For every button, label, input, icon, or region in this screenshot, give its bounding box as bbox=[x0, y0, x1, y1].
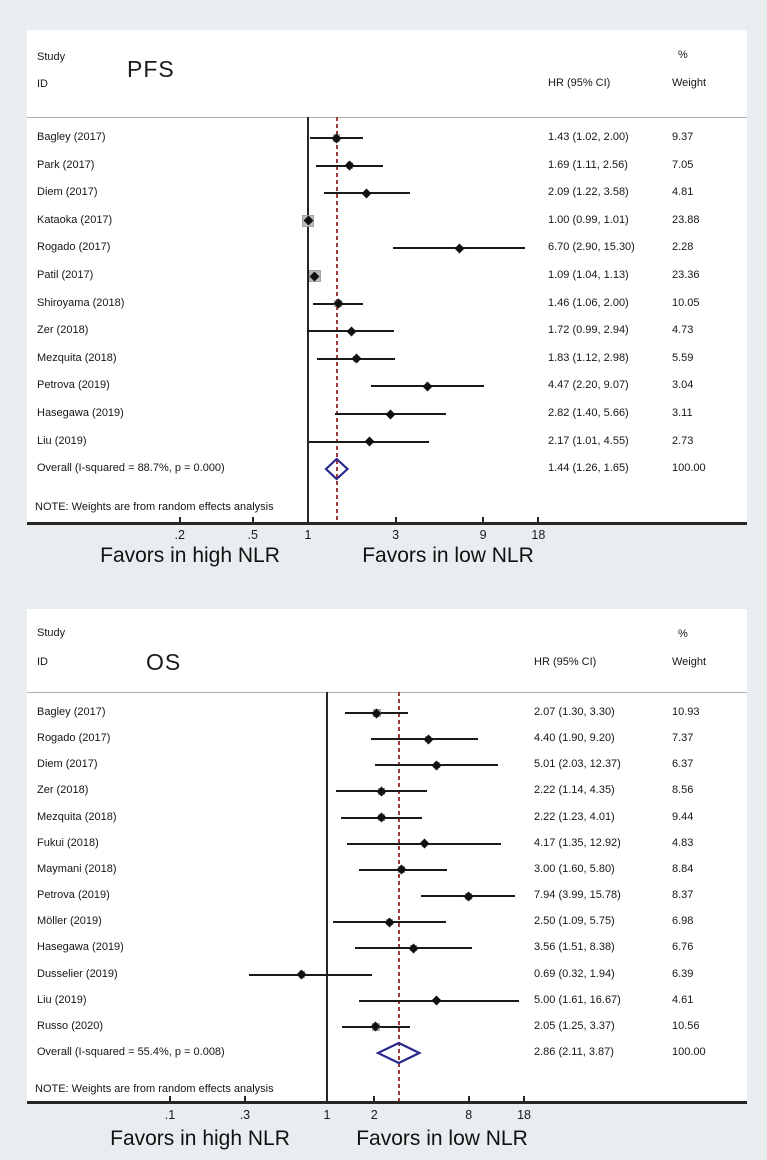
weight-value: 8.37 bbox=[672, 889, 694, 902]
x-axis-tick bbox=[179, 517, 181, 525]
x-axis-tick-label: 8 bbox=[465, 1108, 473, 1122]
hr-ci-value: 2.07 (1.30, 3.30) bbox=[534, 706, 615, 718]
hr-ci-value: 2.05 (1.25, 3.37) bbox=[534, 1019, 615, 1032]
study-label: Bagley (2017) bbox=[37, 706, 106, 718]
os-forest-panel bbox=[27, 609, 747, 1104]
hr-ci-value: 1.83 (1.12, 2.98) bbox=[548, 351, 629, 364]
study-label: Diem (2017) bbox=[37, 758, 98, 771]
x-axis-tick-label: .5 bbox=[247, 528, 258, 542]
point-estimate-marker bbox=[386, 409, 396, 419]
column-header-weight: Weight bbox=[672, 656, 707, 668]
x-axis-tick-label: 18 bbox=[517, 1108, 532, 1122]
weight-value: 4.73 bbox=[672, 324, 694, 337]
weight-value: 7.37 bbox=[672, 732, 694, 745]
x-axis-tick bbox=[373, 1096, 375, 1104]
overall-hr-ci-value: 2.86 (2.11, 3.87) bbox=[534, 1045, 614, 1058]
point-estimate-marker bbox=[432, 760, 442, 770]
study-label: Mezquita (2018) bbox=[37, 351, 117, 364]
weight-value: 10.05 bbox=[672, 296, 700, 309]
random-effects-note: NOTE: Weights are from random effects analysis bbox=[35, 1083, 274, 1095]
overall-weight-value: 100.00 bbox=[672, 1045, 706, 1058]
overall-diamond bbox=[375, 1040, 422, 1066]
weight-value: 23.88 bbox=[672, 213, 700, 226]
x-axis-tick bbox=[468, 1096, 470, 1104]
weight-value: 8.84 bbox=[672, 862, 694, 875]
weight-value: 4.81 bbox=[672, 186, 694, 199]
hr-ci-value: 2.09 (1.22, 3.58) bbox=[548, 186, 629, 199]
hr-ci-value: 1.72 (0.99, 2.94) bbox=[548, 324, 629, 337]
x-axis-tick bbox=[244, 1096, 246, 1104]
point-estimate-marker bbox=[365, 437, 375, 447]
study-label: Zer (2018) bbox=[37, 784, 89, 797]
x-axis-tick-label: .1 bbox=[164, 1108, 176, 1122]
weight-value: 23.36 bbox=[672, 269, 700, 281]
x-axis-tick bbox=[482, 517, 484, 525]
weight-value: 7.05 bbox=[672, 158, 694, 171]
overall-weight-value: 100.00 bbox=[672, 462, 706, 475]
study-label: Russo (2020) bbox=[37, 1019, 104, 1032]
null-effect-line bbox=[326, 692, 328, 1101]
study-label: Möller (2019) bbox=[37, 915, 102, 928]
study-label: Liu (2019) bbox=[37, 434, 87, 447]
weight-value: 3.04 bbox=[672, 379, 694, 392]
study-label: Park (2017) bbox=[37, 158, 95, 171]
favors-right-label: Favors in low NLR bbox=[362, 544, 534, 567]
x-axis-tick-label: .2 bbox=[174, 528, 185, 542]
study-label: Mezquita (2018) bbox=[37, 810, 117, 823]
column-header-study: Study bbox=[37, 51, 66, 63]
overall-label: Overall (I-squared = 88.7%, p = 0.000) bbox=[37, 462, 225, 475]
hr-ci-value: 0.69 (0.32, 1.94) bbox=[534, 967, 615, 980]
study-label: Petrova (2019) bbox=[37, 889, 110, 902]
hr-ci-value: 1.43 (1.02, 2.00) bbox=[548, 131, 629, 143]
x-axis-tick bbox=[395, 517, 397, 525]
study-label: Rogado (2017) bbox=[37, 732, 111, 745]
column-header-study: Study bbox=[37, 627, 66, 639]
overall-label: Overall (I-squared = 55.4%, p = 0.008) bbox=[37, 1045, 225, 1058]
study-label: Shiroyama (2018) bbox=[37, 296, 125, 309]
weight-value: 9.37 bbox=[672, 131, 694, 143]
x-axis-tick-label: 9 bbox=[479, 528, 487, 542]
weight-value: 2.73 bbox=[672, 434, 694, 447]
x-axis-tick-label: 1 bbox=[304, 528, 312, 542]
study-label: Diem (2017) bbox=[37, 186, 98, 199]
weight-value: 4.83 bbox=[672, 836, 694, 849]
null-effect-line bbox=[307, 117, 309, 522]
hr-ci-value: 7.94 (3.99, 15.78) bbox=[534, 889, 621, 902]
weight-value: 3.11 bbox=[672, 407, 693, 419]
study-label: Kataoka (2017) bbox=[37, 213, 113, 226]
column-header-pct: % bbox=[678, 628, 688, 640]
column-header-id: ID bbox=[37, 78, 48, 90]
hr-ci-value: 4.17 (1.35, 12.92) bbox=[534, 836, 621, 849]
hr-ci-value: 6.70 (2.90, 15.30) bbox=[548, 241, 635, 254]
weight-value: 6.76 bbox=[672, 941, 694, 954]
panel-title: PFS bbox=[127, 56, 175, 82]
study-label: Petrova (2019) bbox=[37, 379, 110, 392]
study-label: Zer (2018) bbox=[37, 324, 89, 337]
study-label: Hasegawa (2019) bbox=[37, 407, 124, 419]
weight-value: 4.61 bbox=[672, 993, 694, 1006]
x-axis-tick-label: 3 bbox=[392, 528, 400, 542]
point-estimate-marker bbox=[419, 839, 429, 849]
hr-ci-value: 2.22 (1.14, 4.35) bbox=[534, 784, 615, 797]
weight-value: 6.98 bbox=[672, 915, 694, 928]
study-label: Liu (2019) bbox=[37, 993, 87, 1006]
column-header-hr-ci: HR (95% CI) bbox=[534, 656, 597, 668]
column-header-hr-ci: HR (95% CI) bbox=[548, 77, 611, 89]
x-axis-tick-label: 18 bbox=[531, 528, 546, 542]
study-label: Rogado (2017) bbox=[37, 241, 111, 254]
hr-ci-value: 1.46 (1.06, 2.00) bbox=[548, 296, 629, 309]
x-axis-tick bbox=[537, 517, 539, 525]
weight-value: 5.59 bbox=[672, 351, 694, 364]
column-header-id: ID bbox=[37, 656, 48, 668]
point-estimate-marker bbox=[345, 161, 355, 171]
hr-ci-value: 2.22 (1.23, 4.01) bbox=[534, 810, 615, 823]
study-label: Fukui (2018) bbox=[37, 836, 99, 849]
weight-value: 8.56 bbox=[672, 784, 694, 797]
random-effects-note: NOTE: Weights are from random effects analysis bbox=[35, 501, 274, 513]
panel-title: OS bbox=[146, 649, 182, 675]
hr-ci-value: 2.82 (1.40, 5.66) bbox=[548, 407, 629, 419]
hr-ci-value: 1.69 (1.11, 2.56) bbox=[548, 158, 628, 171]
point-estimate-marker bbox=[422, 381, 432, 391]
weight-value: 6.39 bbox=[672, 967, 694, 980]
x-axis-tick-label: 2 bbox=[370, 1108, 378, 1122]
overall-diamond bbox=[323, 456, 350, 482]
point-estimate-marker bbox=[455, 243, 465, 253]
hr-ci-value: 4.40 (1.90, 9.20) bbox=[534, 732, 615, 745]
column-header-pct: % bbox=[678, 49, 688, 61]
weight-value: 6.37 bbox=[672, 758, 694, 771]
study-label: Maymani (2018) bbox=[37, 862, 117, 875]
x-axis-tick-label: 1 bbox=[323, 1108, 331, 1122]
overall-hr-ci-value: 1.44 (1.26, 1.65) bbox=[548, 462, 629, 475]
confidence-interval-line bbox=[249, 974, 372, 976]
x-axis-tick bbox=[523, 1096, 525, 1104]
pfs-forest-panel bbox=[27, 30, 747, 525]
hr-ci-value: 3.56 (1.51, 8.38) bbox=[534, 941, 615, 954]
favors-right-label: Favors in low NLR bbox=[356, 1127, 528, 1150]
study-label: Hasegawa (2019) bbox=[37, 941, 124, 954]
hr-ci-value: 1.00 (0.99, 1.01) bbox=[548, 213, 629, 226]
x-axis-tick bbox=[252, 517, 254, 525]
favors-left-label: Favors in high NLR bbox=[110, 1127, 290, 1150]
point-estimate-marker bbox=[297, 970, 307, 980]
header-separator-line bbox=[27, 692, 747, 693]
hr-ci-value: 5.00 (1.61, 16.67) bbox=[534, 993, 621, 1006]
study-label: Dusselier (2019) bbox=[37, 967, 118, 980]
weight-value: 2.28 bbox=[672, 241, 694, 254]
weight-value: 10.93 bbox=[672, 706, 700, 718]
study-label: Patil (2017) bbox=[37, 269, 94, 281]
x-axis-tick bbox=[169, 1096, 171, 1104]
study-label: Bagley (2017) bbox=[37, 131, 106, 143]
column-header-weight: Weight bbox=[672, 77, 707, 89]
hr-ci-value: 1.09 (1.04, 1.13) bbox=[548, 269, 629, 281]
weight-value: 10.56 bbox=[672, 1019, 700, 1032]
favors-left-label: Favors in high NLR bbox=[100, 544, 280, 567]
x-axis-tick-label: .3 bbox=[239, 1108, 251, 1122]
hr-ci-value: 2.17 (1.01, 4.55) bbox=[548, 434, 629, 447]
header-separator-line bbox=[27, 117, 747, 118]
point-estimate-marker bbox=[432, 996, 442, 1006]
hr-ci-value: 5.01 (2.03, 12.37) bbox=[534, 758, 621, 771]
hr-ci-value: 3.00 (1.60, 5.80) bbox=[534, 862, 615, 875]
hr-ci-value: 2.50 (1.09, 5.75) bbox=[534, 915, 615, 928]
hr-ci-value: 4.47 (2.20, 9.07) bbox=[548, 379, 629, 392]
weight-value: 9.44 bbox=[672, 810, 694, 823]
